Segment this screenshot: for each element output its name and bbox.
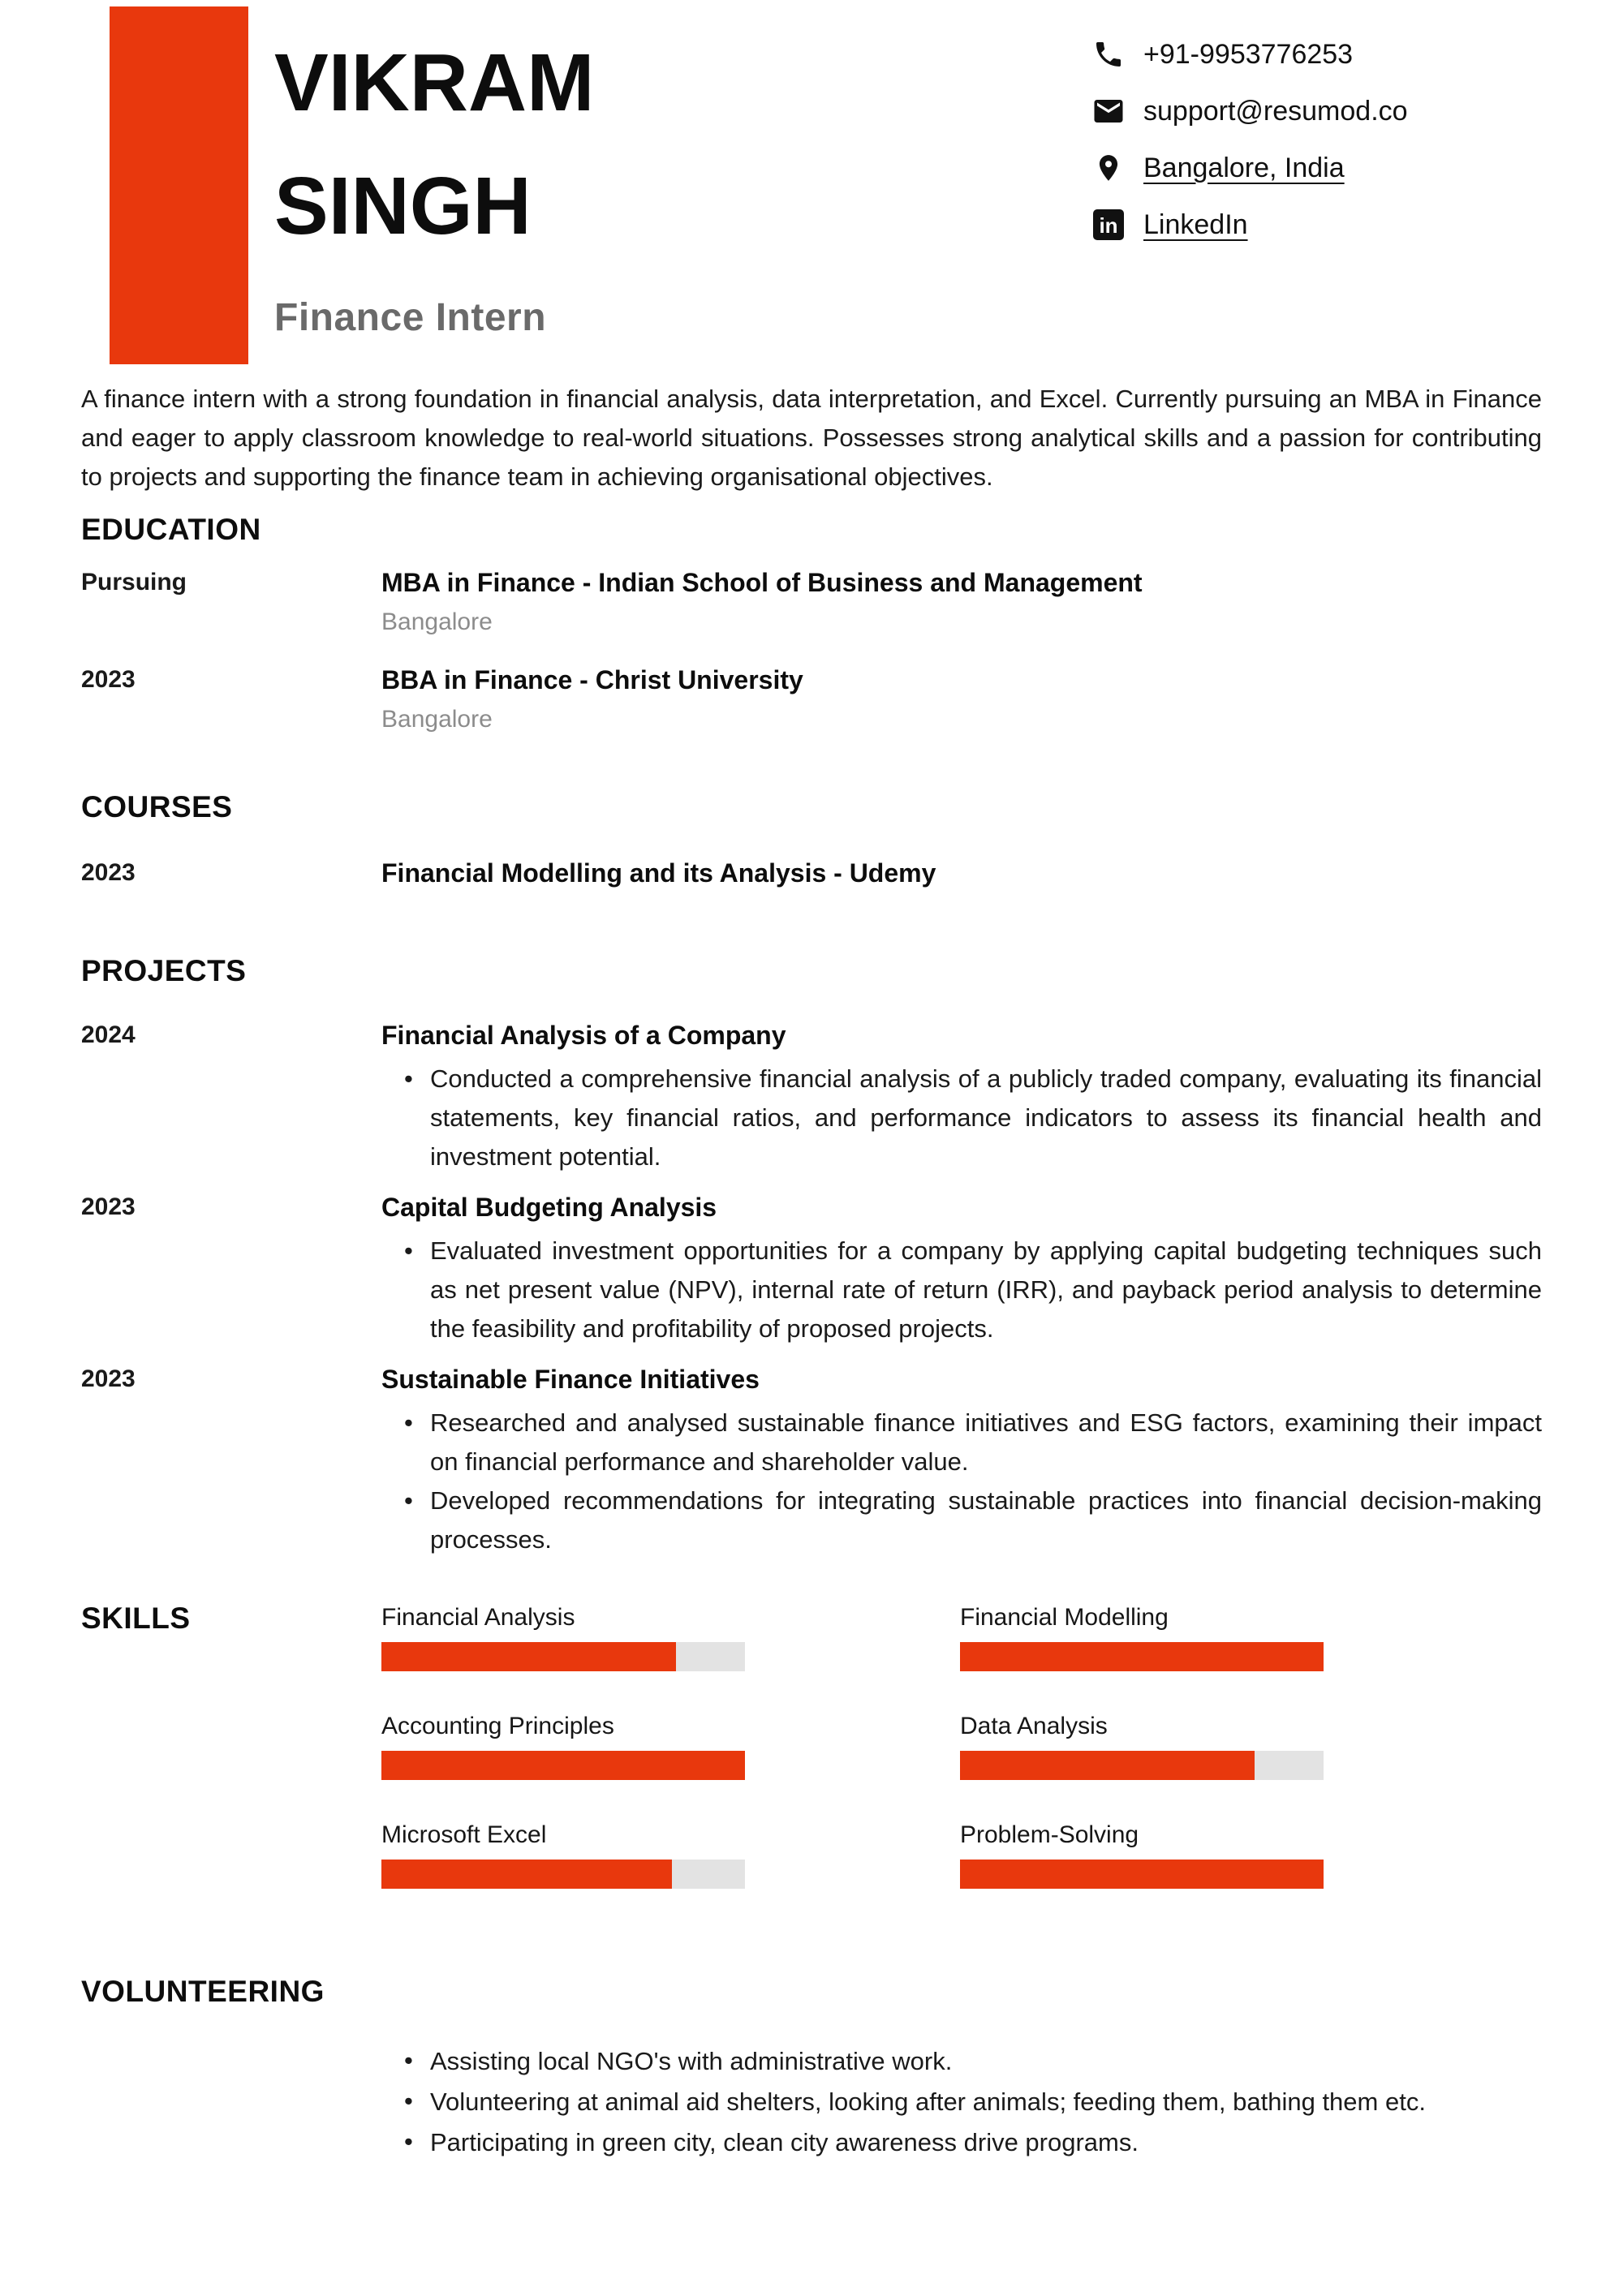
skill-item [960, 1600, 1324, 1671]
project-bullet: • Conducted a comprehensive financial analysis of a publicly traded company, evaluating its financial statements, key financial ratios, and performance indicators to assess its financial health and investment potential. [381, 1060, 1542, 1176]
summary-paragraph: A finance intern with a strong foundation in financial analysis, data interpretation, and Excel. Currently pursuing an MBA in Finance and eager to apply classroom knowledge to real-world situations. Possesses strong analytical skills and a passion for contributing to projects and supporting the finance team in achieving organisational objectives. [81, 385, 1542, 491]
project-item [81, 1361, 1542, 1559]
courses-heading: COURSES [81, 790, 233, 823]
skills-grid [381, 1600, 1542, 1889]
course-date: 2023 [81, 859, 136, 886]
skill-bar-track [381, 1642, 745, 1671]
education-heading: EDUCATION [81, 513, 261, 546]
volunteering-bullet: • Participating in green city, clean city awareness drive programs. [381, 2122, 1542, 2163]
skill-bar-track [960, 1642, 1324, 1671]
project-bullets [381, 1060, 1542, 1176]
location-link[interactable]: Bangalore, India [1143, 152, 1345, 183]
project-date: 2023 [81, 1365, 136, 1392]
volunteering-bullets [381, 2041, 1542, 2163]
project-date: 2023 [81, 1193, 136, 1220]
project-bullet: • Developed recommendations for integrating sustainable practices into financial decision-making processes. [381, 1481, 1542, 1559]
contact-email [1091, 89, 1408, 133]
contact-phone [1091, 32, 1408, 76]
email-address: support@resumod.co [1143, 95, 1408, 127]
skill-label: Accounting Principles [381, 1713, 614, 1739]
location-icon [1091, 152, 1126, 184]
course-item [81, 855, 1542, 891]
education-title: BBA in Finance - Christ University [381, 665, 803, 694]
job-title: Finance Intern [274, 296, 547, 339]
phone-icon [1091, 38, 1126, 71]
name-first: VIKRAM [274, 37, 595, 128]
skill-bar-track [381, 1860, 745, 1889]
skill-label: Problem-Solving [960, 1821, 1139, 1848]
header [0, 0, 1623, 373]
skill-item [381, 1709, 745, 1780]
volunteering-section [81, 2035, 1542, 2163]
education-title: MBA in Finance - Indian School of Business and Management [381, 568, 1143, 597]
skills-heading: SKILLS [81, 1602, 191, 1635]
project-bullet: • Evaluated investment opportunities for a company by applying capital budgeting techniques such as net present value (NPV), internal rate of return (IRR), and payback period analysis to determine the feasibility and profitability of proposed projects. [381, 1232, 1542, 1348]
contact-list [1091, 32, 1408, 247]
skill-bar-track [960, 1860, 1324, 1889]
skill-item [381, 1600, 745, 1671]
education-date: Pursuing [81, 569, 187, 595]
skill-item [960, 1817, 1324, 1889]
skill-item [381, 1817, 745, 1889]
education-item [81, 662, 1542, 737]
name-block [274, 21, 594, 340]
projects-heading: PROJECTS [81, 954, 247, 987]
volunteering-bullet: • Volunteering at animal aid shelters, looking after animals; feeding them, bathing them etc. [381, 2082, 1542, 2122]
skill-label: Microsoft Excel [381, 1821, 547, 1848]
skill-label: Data Analysis [960, 1713, 1108, 1739]
project-date: 2024 [81, 1021, 136, 1048]
project-item [81, 1017, 1542, 1176]
email-icon [1091, 94, 1126, 128]
resume-body [0, 380, 1623, 2163]
skill-label: Financial Modelling [960, 1604, 1169, 1631]
skill-bar-fill [960, 1642, 1324, 1671]
skill-label: Financial Analysis [381, 1604, 575, 1631]
linkedin-link[interactable]: LinkedIn [1143, 209, 1248, 240]
project-title: Capital Budgeting Analysis [381, 1193, 717, 1222]
education-location: Bangalore [381, 706, 493, 733]
project-bullets [381, 1404, 1542, 1559]
project-title: Financial Analysis of a Company [381, 1021, 786, 1050]
project-item [81, 1189, 1542, 1348]
linkedin-icon [1091, 209, 1126, 241]
skill-item [960, 1709, 1324, 1780]
svg-text:in: in [1099, 213, 1118, 238]
education-date: 2023 [81, 666, 136, 693]
volunteering-heading: VOLUNTEERING [81, 1975, 325, 2008]
skill-bar-track [960, 1751, 1324, 1780]
education-item [81, 565, 1542, 639]
project-bullets [381, 1232, 1542, 1348]
contact-linkedin [1091, 203, 1408, 247]
project-title: Sustainable Finance Initiatives [381, 1365, 760, 1394]
education-location: Bangalore [381, 608, 493, 635]
name-last: SINGH [274, 161, 532, 252]
skill-bar-fill [381, 1860, 672, 1889]
accent-bar [110, 6, 248, 364]
volunteering-bullet: • Assisting local NGO's with administrative work. [381, 2041, 1542, 2082]
contact-location [1091, 146, 1408, 190]
skill-bar-fill [960, 1751, 1255, 1780]
course-title: Financial Modelling and its Analysis - Udemy [381, 858, 936, 888]
skill-bar-fill [381, 1642, 676, 1671]
skills-section [81, 1600, 1542, 1889]
project-bullet: • Researched and analysed sustainable finance initiatives and ESG factors, examining their impact on financial performance and shareholder value. [381, 1404, 1542, 1481]
phone-number: +91-9953776253 [1143, 38, 1354, 70]
skill-bar-track [381, 1751, 745, 1780]
skill-bar-fill [381, 1751, 745, 1780]
skill-bar-fill [960, 1860, 1324, 1889]
